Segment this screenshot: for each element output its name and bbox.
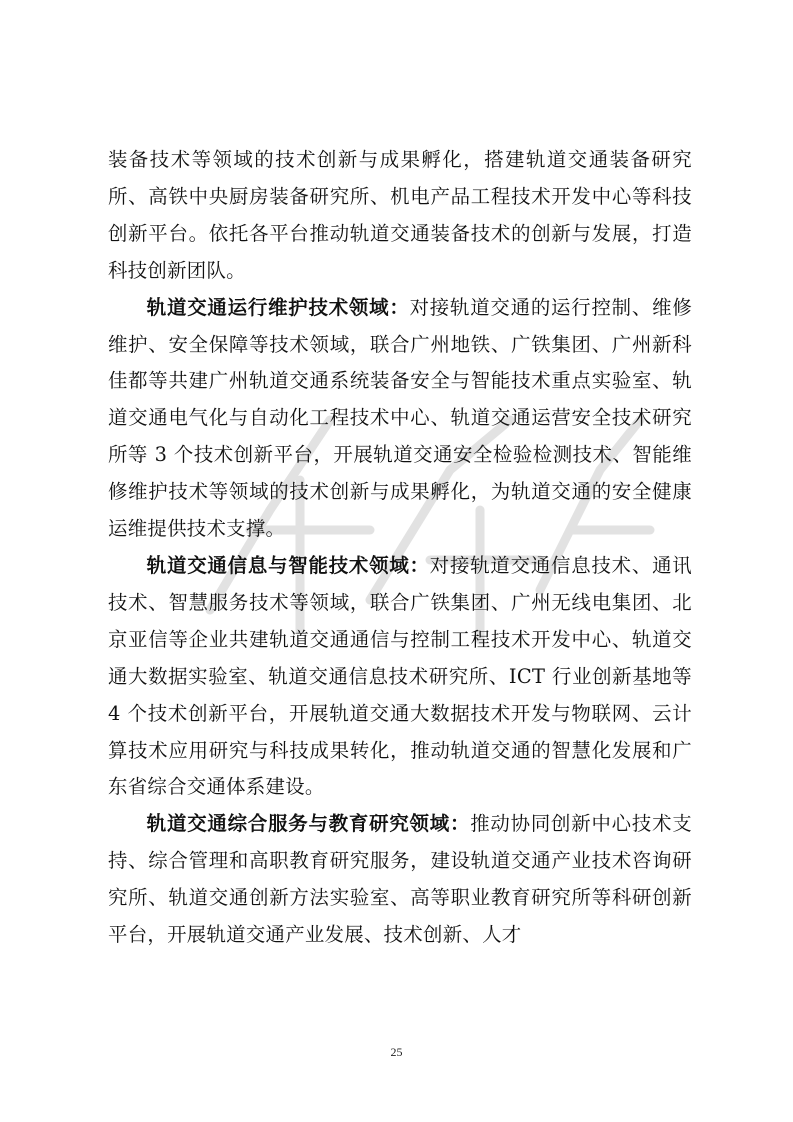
paragraph-lead: 轨道交通运行维护技术领域： <box>146 295 410 319</box>
paragraph-continued <box>108 142 692 290</box>
paragraph-text: 推动协同创新中心技术支持、综合管理和高职教育研究服务，建设轨道交通产业技术咨询研究所、轨道交通创新方法实验室、高等职业教育研究所等科研创新平台，开展轨道交通产业发展、技术创新、人才 <box>108 812 692 947</box>
paragraph-text: 对接轨道交通信息技术、通讯技术、智慧服务技术等领域，联合广铁集团、广州无线电集团、北京亚信等企业共建轨道交通通信与控制工程技术开发中心、轨道交通大数据实验室、轨道交通信息技术研究所、ICT 行业创新基地等 4 个技术创新平台，开展轨道交通大数据技术开发与物联网、云计算技术应用研究与科技成果转化，推动轨道交通的智慧化发展和广东省综合交通体系建设。 <box>108 553 692 799</box>
paragraph-text: 装备技术等领域的技术创新与成果孵化，搭建轨道交通装备研究所、高铁中央厨房装备研究所、机电产品工程技术开发中心等科技创新平台。依托各平台推动轨道交通装备技术的创新与发展，打造科技创新团队。 <box>108 148 692 282</box>
paragraph-information-intelligence <box>108 548 692 806</box>
body-text <box>108 142 692 954</box>
paragraph-operation-maintenance <box>108 290 692 548</box>
paragraph-lead: 轨道交通综合服务与教育研究领域： <box>146 812 471 836</box>
paragraph-text: 对接轨道交通的运行控制、维修维护、安全保障等技术领域，联合广州地铁、广铁集团、广州新科佳都等共建广州轨道交通系统装备安全与智能技术重点实验室、轨道交通电气化与自动化工程技术中心、轨道交通运营安全技术研究所等 3 个技术创新平台，开展轨道交通安全检验检测技术、智能维修维护技术等领域的技术创新与成果孵化，为轨道交通的安全健康运维提供技术支撑。 <box>108 295 693 541</box>
paragraph-lead: 轨道交通信息与智能技术领域： <box>146 553 430 577</box>
paragraph-service-education <box>108 806 692 954</box>
page-number: 25 <box>390 1045 403 1059</box>
